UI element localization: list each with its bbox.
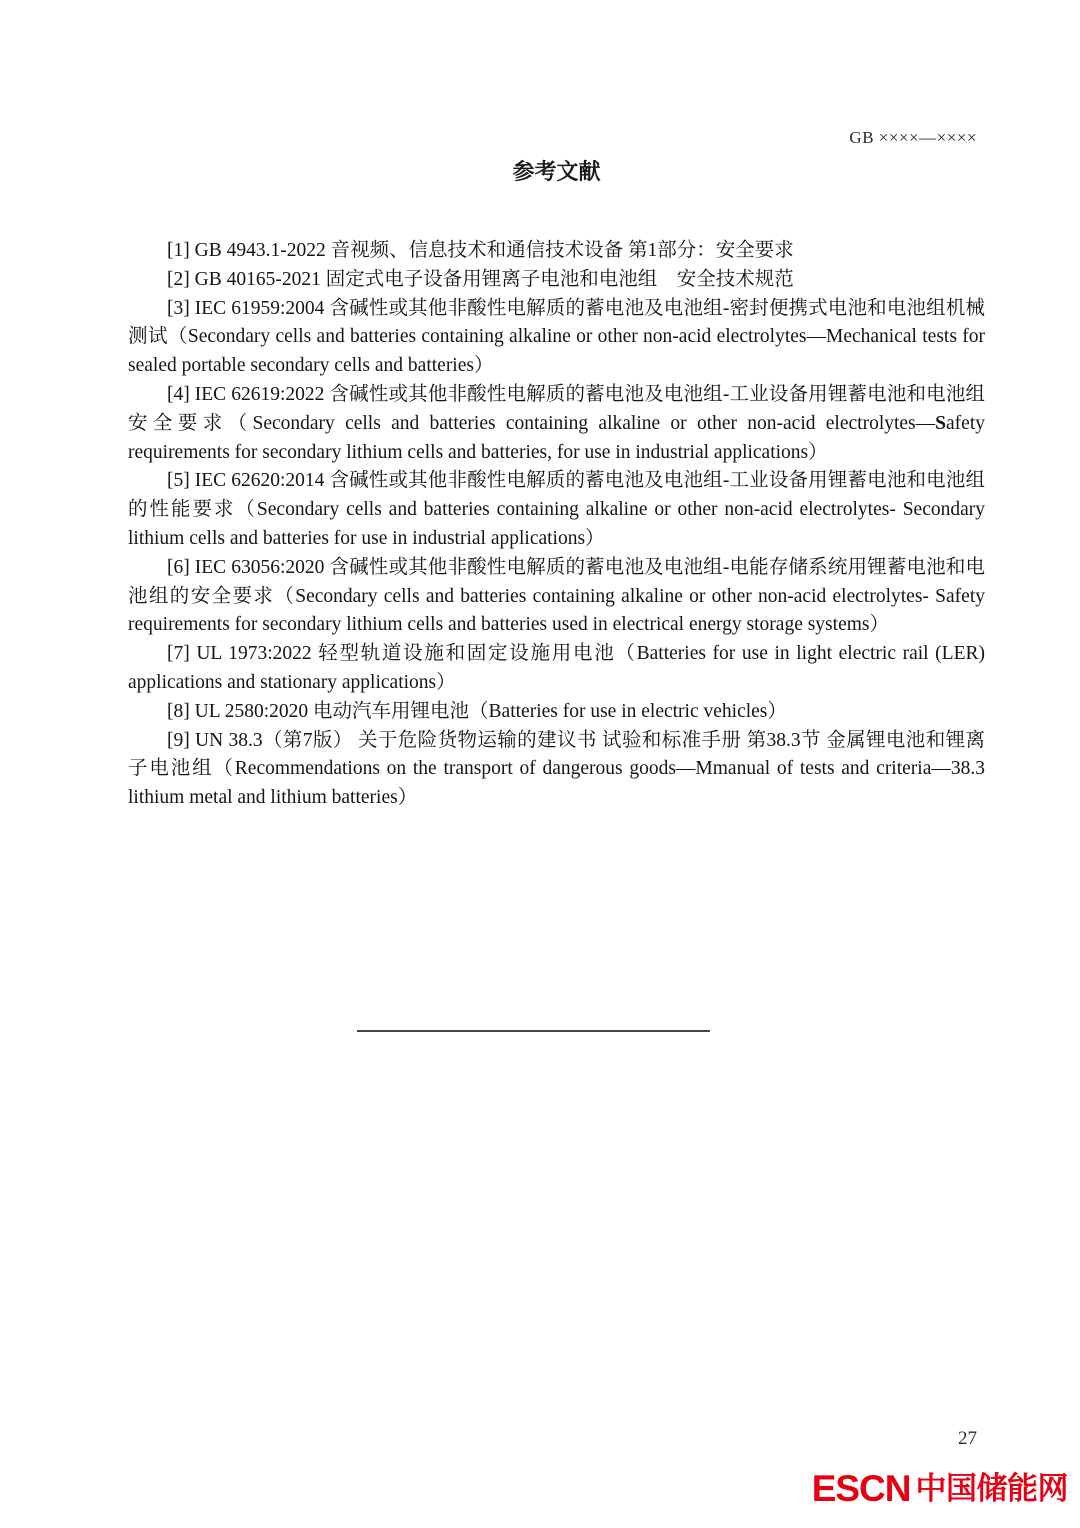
page-number: 27 — [958, 1428, 977, 1449]
references-list — [128, 237, 985, 813]
reference-item: [4] IEC 62619:2022 含碱性或其他非酸性电解质的蓄电池及电池组-工业设备用锂蓄电池和电池组安全要求（Secondary cells and batteries containing alkaline or other non-acid electrolytes—Safety requirements for secondary lithium cells and batteries, for use in industrial applications） — [128, 383, 985, 463]
escn-watermark-logo — [812, 1470, 1068, 1507]
escn-logo-chinese-text: 中国储能网 — [915, 1471, 1068, 1506]
reference-item: [2] GB 40165-2021 固定式电子设备用锂离子电池和电池组 安全技术规范 — [167, 268, 794, 290]
standard-number: GB ××××—×××× — [849, 128, 977, 147]
footnote-separator-line — [357, 1030, 710, 1032]
reference-item: [7] UL 1973:2022 轻型轨道设施和固定设施用电池（Batteries for use in light electric rail (LER) applications and stationary applications） — [128, 643, 985, 693]
escn-logo-latin-text: ESCN — [811, 1468, 911, 1509]
reference-item: [3] IEC 61959:2004 含碱性或其他非酸性电解质的蓄电池及电池组-密封便携式电池和电池组机械测试（Secondary cells and batteries containing alkaline or other non-acid electrolytes—Mechanical tests for sealed portable secondary cells and batteries） — [128, 297, 985, 377]
page-title: 参考文献 — [512, 159, 601, 184]
reference-item: [9] UN 38.3（第7版） 关于危险货物运输的建议书 试验和标准手册 第38.3节 金属锂电池和锂离子电池组（Recommendations on the transport of dangerous goods—Mmanual of tests and criteria—38.3 lithium metal and lithium batteries） — [128, 729, 985, 809]
reference-item: [1] GB 4943.1-2022 音视频、信息技术和通信技术设备 第1部分：安全要求 — [167, 240, 794, 261]
reference-item: [6] IEC 63056:2020 含碱性或其他非酸性电解质的蓄电池及电池组-电能存储系统用锂蓄电池和电池组的安全要求（Secondary cells and batteries containing alkaline or other non-acid electrolytes- Safety requirements for secondary lithium cells and batteries used in electrical energy storage systems） — [128, 556, 985, 636]
reference-item: [5] IEC 62620:2014 含碱性或其他非酸性电解质的蓄电池及电池组-工业设备用锂蓄电池和电池组的性能要求（Secondary cells and batteries containing alkaline or other non-acid electrolytes- Secondary lithium cells and batteries for use in industrial applications） — [128, 470, 985, 549]
reference-item: [8] UL 2580:2020 电动汽车用锂电池（Batteries for use in electric vehicles） — [167, 700, 787, 722]
